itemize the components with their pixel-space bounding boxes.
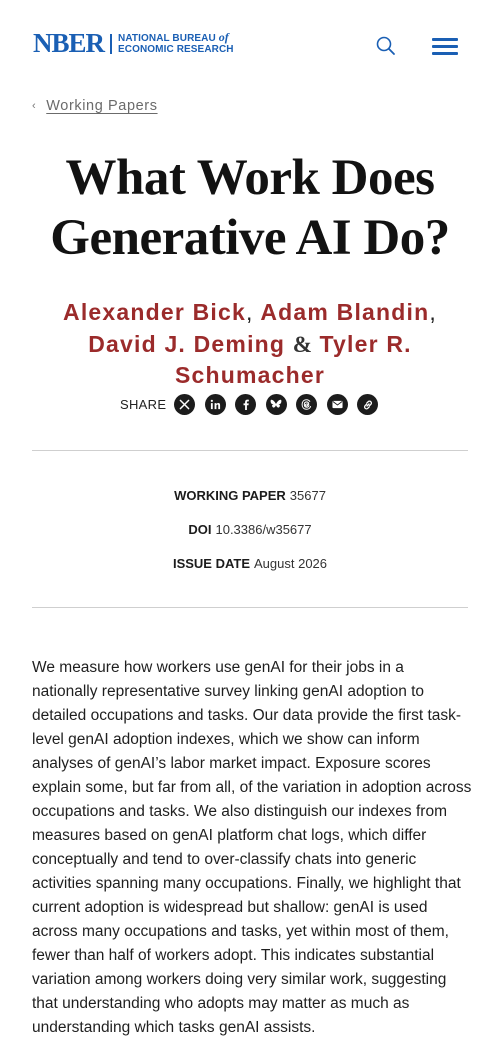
- author-list: [40, 297, 460, 392]
- threads-icon[interactable]: [296, 394, 317, 415]
- hamburger-icon-bar: [432, 45, 458, 48]
- author-ampersand: &: [292, 331, 312, 357]
- link-icon[interactable]: [357, 394, 378, 415]
- meta-label: WORKING PAPER: [174, 488, 286, 503]
- breadcrumb: [32, 98, 158, 114]
- logo-text: [118, 32, 234, 55]
- doi-link[interactable]: 10.3386/w35677: [215, 522, 312, 537]
- author-link[interactable]: Adam Blandin: [260, 299, 430, 325]
- nber-logo[interactable]: [33, 30, 234, 57]
- bluesky-icon[interactable]: [266, 394, 287, 415]
- author-link[interactable]: Alexander Bick: [63, 299, 247, 325]
- author-separator: ,: [246, 299, 254, 325]
- facebook-icon[interactable]: [235, 394, 256, 415]
- meta-value: 35677: [289, 488, 326, 503]
- hamburger-icon: [432, 38, 458, 41]
- author-link[interactable]: David J. Deming: [88, 330, 286, 357]
- meta-label: ISSUE DATE: [172, 556, 251, 571]
- issue-date: [0, 556, 500, 571]
- site-header: [0, 0, 500, 90]
- hamburger-icon-bar: [432, 52, 458, 55]
- chevron-left-icon: ‹: [32, 100, 37, 112]
- abstract: We measure how workers use genAI for their jobs in a nationally representative survey linking genAI adoption to detailed occupations and tasks. Our data provide the first task-level genAI adoption indexes, which we show can inform analyses of genAI’s labor market impact. Exposure scores explain some, but far from all, of the variation in adoption across occupations and tasks. We also distinguish our indexes from measures based on genAI platform chat logs, which differ conceptually and tend to over-classify chats into generic activities spanning many occupations. Finally, we highlight that current adoption is widespread but shallow: genAI is used across many occupations and tasks, yet within most of them, fewer than half of workers adopt. This indicates substantial variation among workers doing very similar work, suggesting that understanding who adopts may matter as much as understanding which tasks genAI assists.: [32, 659, 472, 1036]
- breadcrumb-working-papers-link[interactable]: Working Papers: [46, 98, 158, 114]
- search-button[interactable]: [374, 34, 398, 58]
- share-label: SHARE: [120, 397, 167, 412]
- menu-button[interactable]: [432, 36, 460, 58]
- logo-mark: NBER: [33, 28, 105, 58]
- working-paper-number: [0, 488, 500, 503]
- author-separator: ,: [429, 299, 437, 325]
- email-icon[interactable]: [327, 394, 348, 415]
- author-link[interactable]: Tyler R. Schumacher: [174, 330, 412, 388]
- meta-label: DOI: [188, 522, 212, 537]
- logo-of: of: [218, 30, 229, 44]
- x-icon[interactable]: [174, 394, 195, 415]
- meta-value: August 2026: [254, 556, 328, 571]
- logo-divider: [110, 34, 112, 54]
- page-title: What Work Does Generative AI Do?: [50, 150, 450, 266]
- logo-line-2: ECONOMIC RESEARCH: [118, 44, 234, 55]
- doi: [0, 522, 500, 537]
- logo-line-1: NATIONAL BUREAU: [118, 33, 216, 44]
- search-icon: [374, 34, 398, 58]
- share-bar: [120, 394, 388, 415]
- divider: [32, 450, 468, 451]
- divider: [32, 607, 468, 608]
- linkedin-icon[interactable]: [205, 394, 226, 415]
